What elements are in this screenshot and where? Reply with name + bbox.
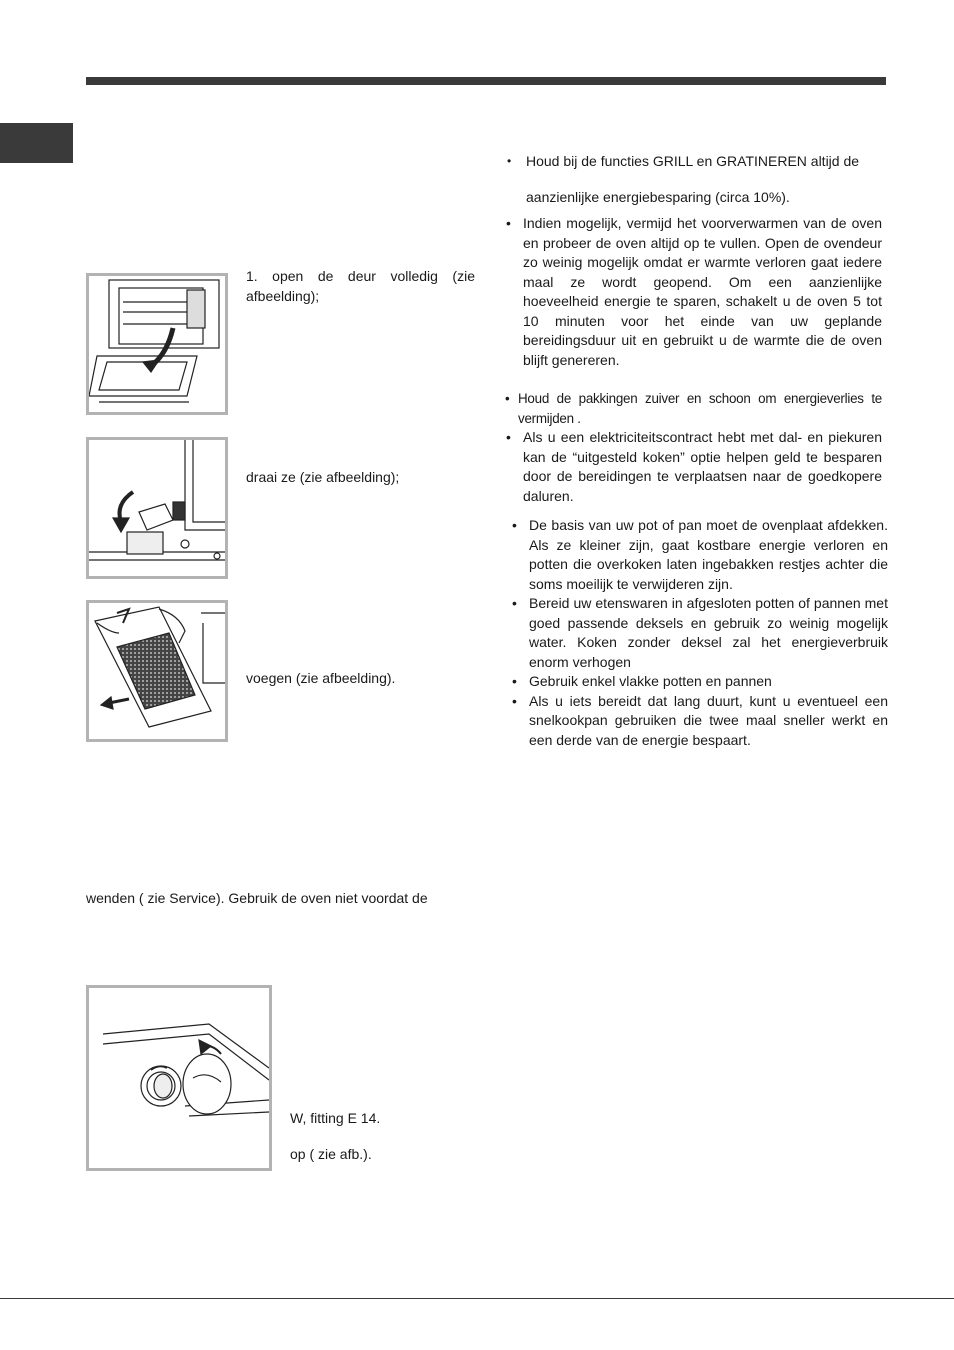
footer-rule [0, 1298, 954, 1299]
door-removal-illustration [89, 603, 225, 739]
bullet-marker: • [505, 391, 510, 406]
energy-tips-list-d [512, 516, 888, 750]
tip-grill-saving-line: aanzienlijke energiebesparing (circa 10%). [526, 189, 790, 205]
header-rule [86, 77, 886, 85]
bullet-marker: • [512, 692, 517, 709]
bullet-marker: • [512, 673, 517, 689]
list-item: • Indien mogelijk, vermijd het voorverwarmen van de oven en probeer de oven altijd op te vullen. Open de ovendeur zo weinig mogelijk omdat er warmte verloren gaat iedere maal ze wordt geopend. Om een aanzienlijke hoeveelheid energie te sparen, schakelt u de oven 5 tot 10 minuten voor het einde van uw geplande bereidingsduur uit en gebruikt u de warmte die de oven blijft genereren. [506, 215, 882, 368]
energy-tips-list-c [506, 428, 882, 506]
bullet-marker: • [512, 595, 517, 611]
figure-hinge-lever [86, 437, 228, 579]
list-item: • De basis van uw pot of pan moet de ovenplaat afdekken. Als ze kleiner zijn, gaat kostbare energie verloren en potten die overkoken laten ingebakken restjes achter die soms moeilijk te verwijderen zijn. [512, 517, 888, 592]
tip-grill-line: Houd bij de functies GRILL en GRATINEREN altijd de [526, 153, 860, 169]
lamp-spec-text: W, fitting E 14. [290, 1110, 381, 1126]
oven-door-open-illustration [89, 276, 225, 412]
step-open-door-text: 1. open de deur volledig (zie afbeelding); [246, 268, 475, 304]
figure-lamp-cover [86, 985, 272, 1171]
hinge-lever-illustration [89, 440, 225, 576]
figure-open-door [86, 273, 228, 415]
list-item: • Gebruik enkel vlakke potten en pannen [529, 672, 888, 692]
energy-tips-list-a [506, 214, 882, 370]
energy-tips-list-b [505, 389, 882, 428]
bullet-marker: • [512, 517, 517, 533]
step-hinge-text: draai ze (zie afbeelding); [246, 469, 400, 485]
figure-remove-door [86, 600, 228, 742]
bullet-marker: • [506, 215, 511, 231]
lamp-cover-text: op ( zie afb.). [290, 1146, 372, 1162]
list-item: • Als u een elektriciteitscontract hebt met dal- en piekuren kan de “uitgesteld koken” optie helpen geld te besparen door de bereidingen te verplaatsen naar de goedkopere daluren. [506, 429, 882, 504]
lamp-cover-illustration [89, 988, 269, 1168]
bullet-marker: • [506, 429, 511, 445]
list-item: • Bereid uw etenswaren in afgesloten potten of pannen met goed passende deksels en gebruik zo weinig mogelijk water. Koken zonder deksel zal het energieverbruik enorm verhogen [512, 595, 888, 670]
list-item: • Als u iets bereidt dat lang duurt, kunt u eventueel een snelkookpan gebruiken die twee maal sneller werkt en een derde van de energie bespaart. [512, 692, 888, 748]
step-reattach-text: voegen (zie afbeelding). [246, 670, 396, 686]
service-text: wenden ( zie Service). Gebruik de oven niet voordat de [86, 890, 428, 906]
section-tab [0, 123, 73, 163]
bullet-marker: • [507, 154, 512, 168]
list-item: • Houd de pakkingen zuiver en schoon om energieverlies te vermijden . [505, 391, 882, 426]
